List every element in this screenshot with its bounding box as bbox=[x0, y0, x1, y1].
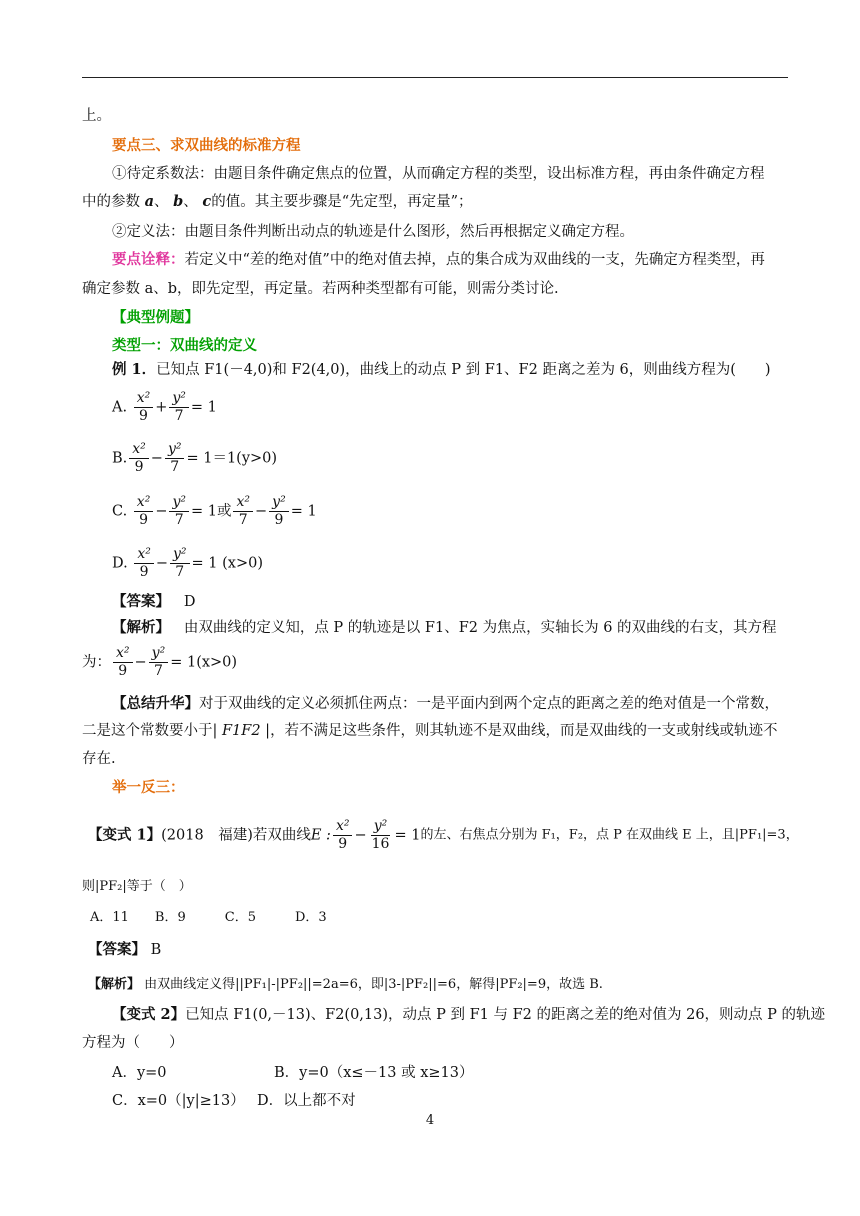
numerator: y² bbox=[371, 818, 391, 836]
answer-value: B bbox=[150, 942, 162, 958]
answer-label: 【答案】 bbox=[112, 593, 170, 610]
fraction bbox=[134, 546, 154, 581]
variant1-E: E : bbox=[310, 827, 331, 844]
denominator: 9 bbox=[139, 408, 148, 424]
example1-label: 例 1． bbox=[112, 361, 157, 378]
example1-text: 已知点 F1(－4,0)和 F2(4,0)，曲线上的动点 P 到 F1、F2 距离之差为 6，则曲线方程为( ) bbox=[156, 362, 771, 378]
variant1-line2: 则|PF₂|等于（ ） bbox=[82, 879, 192, 894]
numerator: x² bbox=[134, 494, 154, 512]
operator: − bbox=[155, 555, 168, 572]
denominator: 9 bbox=[139, 564, 149, 580]
numerator: y² bbox=[269, 494, 289, 512]
fraction bbox=[134, 494, 154, 529]
example1-question bbox=[112, 360, 771, 380]
summary-line1 bbox=[112, 694, 779, 714]
numerator: y² bbox=[169, 390, 189, 408]
variant2-options-row2 bbox=[112, 1091, 356, 1111]
option-c-label: C. bbox=[112, 503, 128, 520]
type1-heading: 类型一：双曲线的定义 bbox=[112, 337, 257, 354]
option-d bbox=[112, 546, 263, 581]
continued-text: 上。 bbox=[82, 108, 111, 124]
denominator: 9 bbox=[134, 459, 144, 475]
answer-value: D bbox=[183, 594, 196, 610]
numerator: y² bbox=[149, 645, 169, 663]
method1-prefix: 中的参数 bbox=[82, 194, 140, 210]
operator: − bbox=[354, 827, 367, 844]
denominator: 9 bbox=[118, 663, 128, 679]
summary-text-b: ，若不满足这些条件，则其轨迹不是双曲线，而是双曲线的一支或射线或轨迹不 bbox=[270, 723, 778, 739]
page-number: 4 bbox=[425, 1113, 435, 1128]
numerator: x² bbox=[134, 546, 154, 564]
denominator: 9 bbox=[139, 512, 149, 528]
option-a bbox=[112, 390, 217, 425]
option-a-label: A. bbox=[112, 399, 128, 416]
examples-heading: 【典型例题】 bbox=[112, 309, 199, 326]
variant2-option-b: B．y=0（x≤－13 或 x≥13） bbox=[274, 1065, 474, 1081]
note-label: 要点诠释： bbox=[112, 251, 185, 268]
variant2-line2: 方程为（ ） bbox=[82, 1035, 184, 1051]
analysis2-text: 由双曲线定义得||PF₁|-|PF₂||=2a=6，即|3-|PF₂||=6，解得|PF₂|=9，故选 B. bbox=[144, 977, 603, 992]
variant2-option-c: C．x=0（|y|≥13） bbox=[112, 1093, 245, 1109]
analysis-tail: (x>0) bbox=[196, 654, 238, 671]
fraction bbox=[165, 441, 185, 476]
variant2-line1 bbox=[112, 1005, 825, 1025]
variant1-post: 的左、右焦点分别为 F₁，F₂，点 P 在双曲线 E 上，且|PF₁|=3， bbox=[420, 827, 799, 843]
equals: = 1 bbox=[191, 503, 217, 520]
fraction bbox=[134, 390, 154, 425]
note-line2: 确定参数 a、b，即先定型，再定量。若两种类型都有可能，则需分类讨论. bbox=[82, 281, 559, 297]
fraction bbox=[169, 494, 189, 529]
summary-line3: 存在. bbox=[82, 751, 116, 767]
denominator: 16 bbox=[371, 836, 390, 852]
numerator: x² bbox=[129, 441, 149, 459]
operator: + bbox=[155, 399, 168, 416]
analysis-label: 【解析】 bbox=[112, 619, 170, 636]
equals: = 1 bbox=[290, 503, 317, 520]
method1-tail: 的值。其主要步骤是“先定型，再定量”； bbox=[211, 194, 473, 210]
equals: = 1 bbox=[394, 827, 421, 844]
fraction bbox=[149, 645, 169, 680]
summary-line2 bbox=[82, 721, 778, 741]
analysis1-line1 bbox=[112, 618, 777, 638]
variant1-label: 【变式 1】 bbox=[88, 826, 162, 844]
equals: = 1 bbox=[191, 555, 218, 572]
method1-line1: ①待定系数法：由题目条件确定焦点的位置，从而确定方程的类型，设出标准方程，再由条件确定方程 bbox=[112, 166, 765, 182]
summary-text: 对于双曲线的定义必须抓住两点：一是平面内到两个定点的距离之差的绝对值是一个常数， bbox=[199, 696, 779, 712]
fraction bbox=[169, 390, 189, 425]
equals: = 1 bbox=[170, 654, 197, 671]
or-text: 或 bbox=[216, 503, 232, 520]
variant1-pre: (2018 福建)若双曲线 bbox=[161, 827, 311, 844]
summary-label: 【总结升华】 bbox=[112, 695, 199, 712]
variant2-option-a: A．y=0 bbox=[112, 1065, 167, 1081]
denominator: 7 bbox=[174, 408, 184, 424]
numerator: y² bbox=[169, 494, 189, 512]
answer1-line bbox=[112, 592, 195, 612]
variant2-option-d: D．以上都不对 bbox=[257, 1093, 356, 1109]
option-b-label: B. bbox=[112, 450, 128, 467]
analysis-text: 由双曲线的定义知，点 P 的轨迹是以 F1、F2 为焦点，实轴长为 6 的双曲线的右支，其方程 bbox=[183, 620, 777, 636]
fraction bbox=[170, 546, 190, 581]
option-c bbox=[112, 494, 317, 529]
method1-line2 bbox=[82, 192, 473, 212]
var-b: b bbox=[173, 193, 184, 210]
analysis1-line2 bbox=[82, 645, 237, 680]
equals: = 1 bbox=[190, 399, 217, 416]
answer-label: 【答案】 bbox=[88, 941, 146, 958]
analysis-label: 【解析】 bbox=[88, 977, 141, 992]
denominator: 7 bbox=[238, 512, 248, 528]
numerator: x² bbox=[113, 645, 133, 663]
note-line1 bbox=[112, 250, 765, 270]
fraction bbox=[269, 494, 289, 529]
variant2-options-row1 bbox=[112, 1063, 474, 1083]
numerator: x² bbox=[134, 390, 154, 408]
denominator: 7 bbox=[170, 459, 180, 475]
operator: − bbox=[255, 503, 268, 520]
point3-heading: 要点三、求双曲线的标准方程 bbox=[112, 137, 301, 154]
denominator: 7 bbox=[153, 663, 163, 679]
sep: 、 bbox=[154, 194, 169, 210]
option-b bbox=[112, 441, 277, 476]
var-a: a bbox=[144, 193, 155, 210]
denominator: 7 bbox=[174, 512, 184, 528]
operator: − bbox=[134, 654, 147, 671]
denominator: 9 bbox=[274, 512, 284, 528]
variant1-options: A．11 B．9 C．5 D．3 bbox=[90, 910, 327, 925]
method2-line: ②定义法：由题目条件判断出动点的轨迹是什么图形，然后再根据定义确定方程。 bbox=[112, 224, 634, 240]
variant1-line1 bbox=[88, 818, 799, 853]
fraction bbox=[129, 441, 149, 476]
numerator: y² bbox=[170, 546, 190, 564]
var-c: c bbox=[202, 193, 212, 210]
note-text: 若定义中“差的绝对值”中的绝对值去掉，点的集合成为双曲线的一支，先确定方程类型，再 bbox=[184, 252, 765, 268]
denominator: 7 bbox=[175, 564, 185, 580]
sep: 、 bbox=[183, 194, 198, 210]
summary-abs: | F1F2 | bbox=[212, 723, 271, 739]
analysis-prefix: 为： bbox=[82, 654, 111, 671]
analysis2-line bbox=[88, 975, 603, 995]
practice-heading: 举一反三： bbox=[112, 779, 185, 796]
numerator: x² bbox=[333, 818, 353, 836]
fraction bbox=[113, 645, 133, 680]
variant2-label: 【变式 2】 bbox=[112, 1006, 186, 1023]
operator: − bbox=[150, 450, 163, 467]
denominator: 9 bbox=[338, 836, 348, 852]
option-d-label: D. bbox=[112, 555, 128, 572]
summary-text-a: 二是这个常数要小于 bbox=[82, 723, 213, 739]
header-rule bbox=[82, 77, 788, 78]
fraction bbox=[369, 818, 393, 853]
variant2-text: 已知点 F1(0,－13)、F2(0,13)，动点 P 到 F1 与 F2 的距离之差的绝对值为 26，则动点 P 的轨迹 bbox=[185, 1007, 826, 1023]
equals: = 1 bbox=[186, 450, 213, 467]
option-d-tail: (x>0) bbox=[222, 555, 263, 572]
numerator: x² bbox=[233, 494, 253, 512]
numerator: y² bbox=[165, 441, 185, 459]
operator: − bbox=[155, 503, 168, 520]
option-b-tail: ＝1(y>0) bbox=[212, 450, 278, 467]
answer2-line bbox=[88, 940, 161, 960]
fraction bbox=[333, 818, 353, 853]
fraction bbox=[233, 494, 253, 529]
